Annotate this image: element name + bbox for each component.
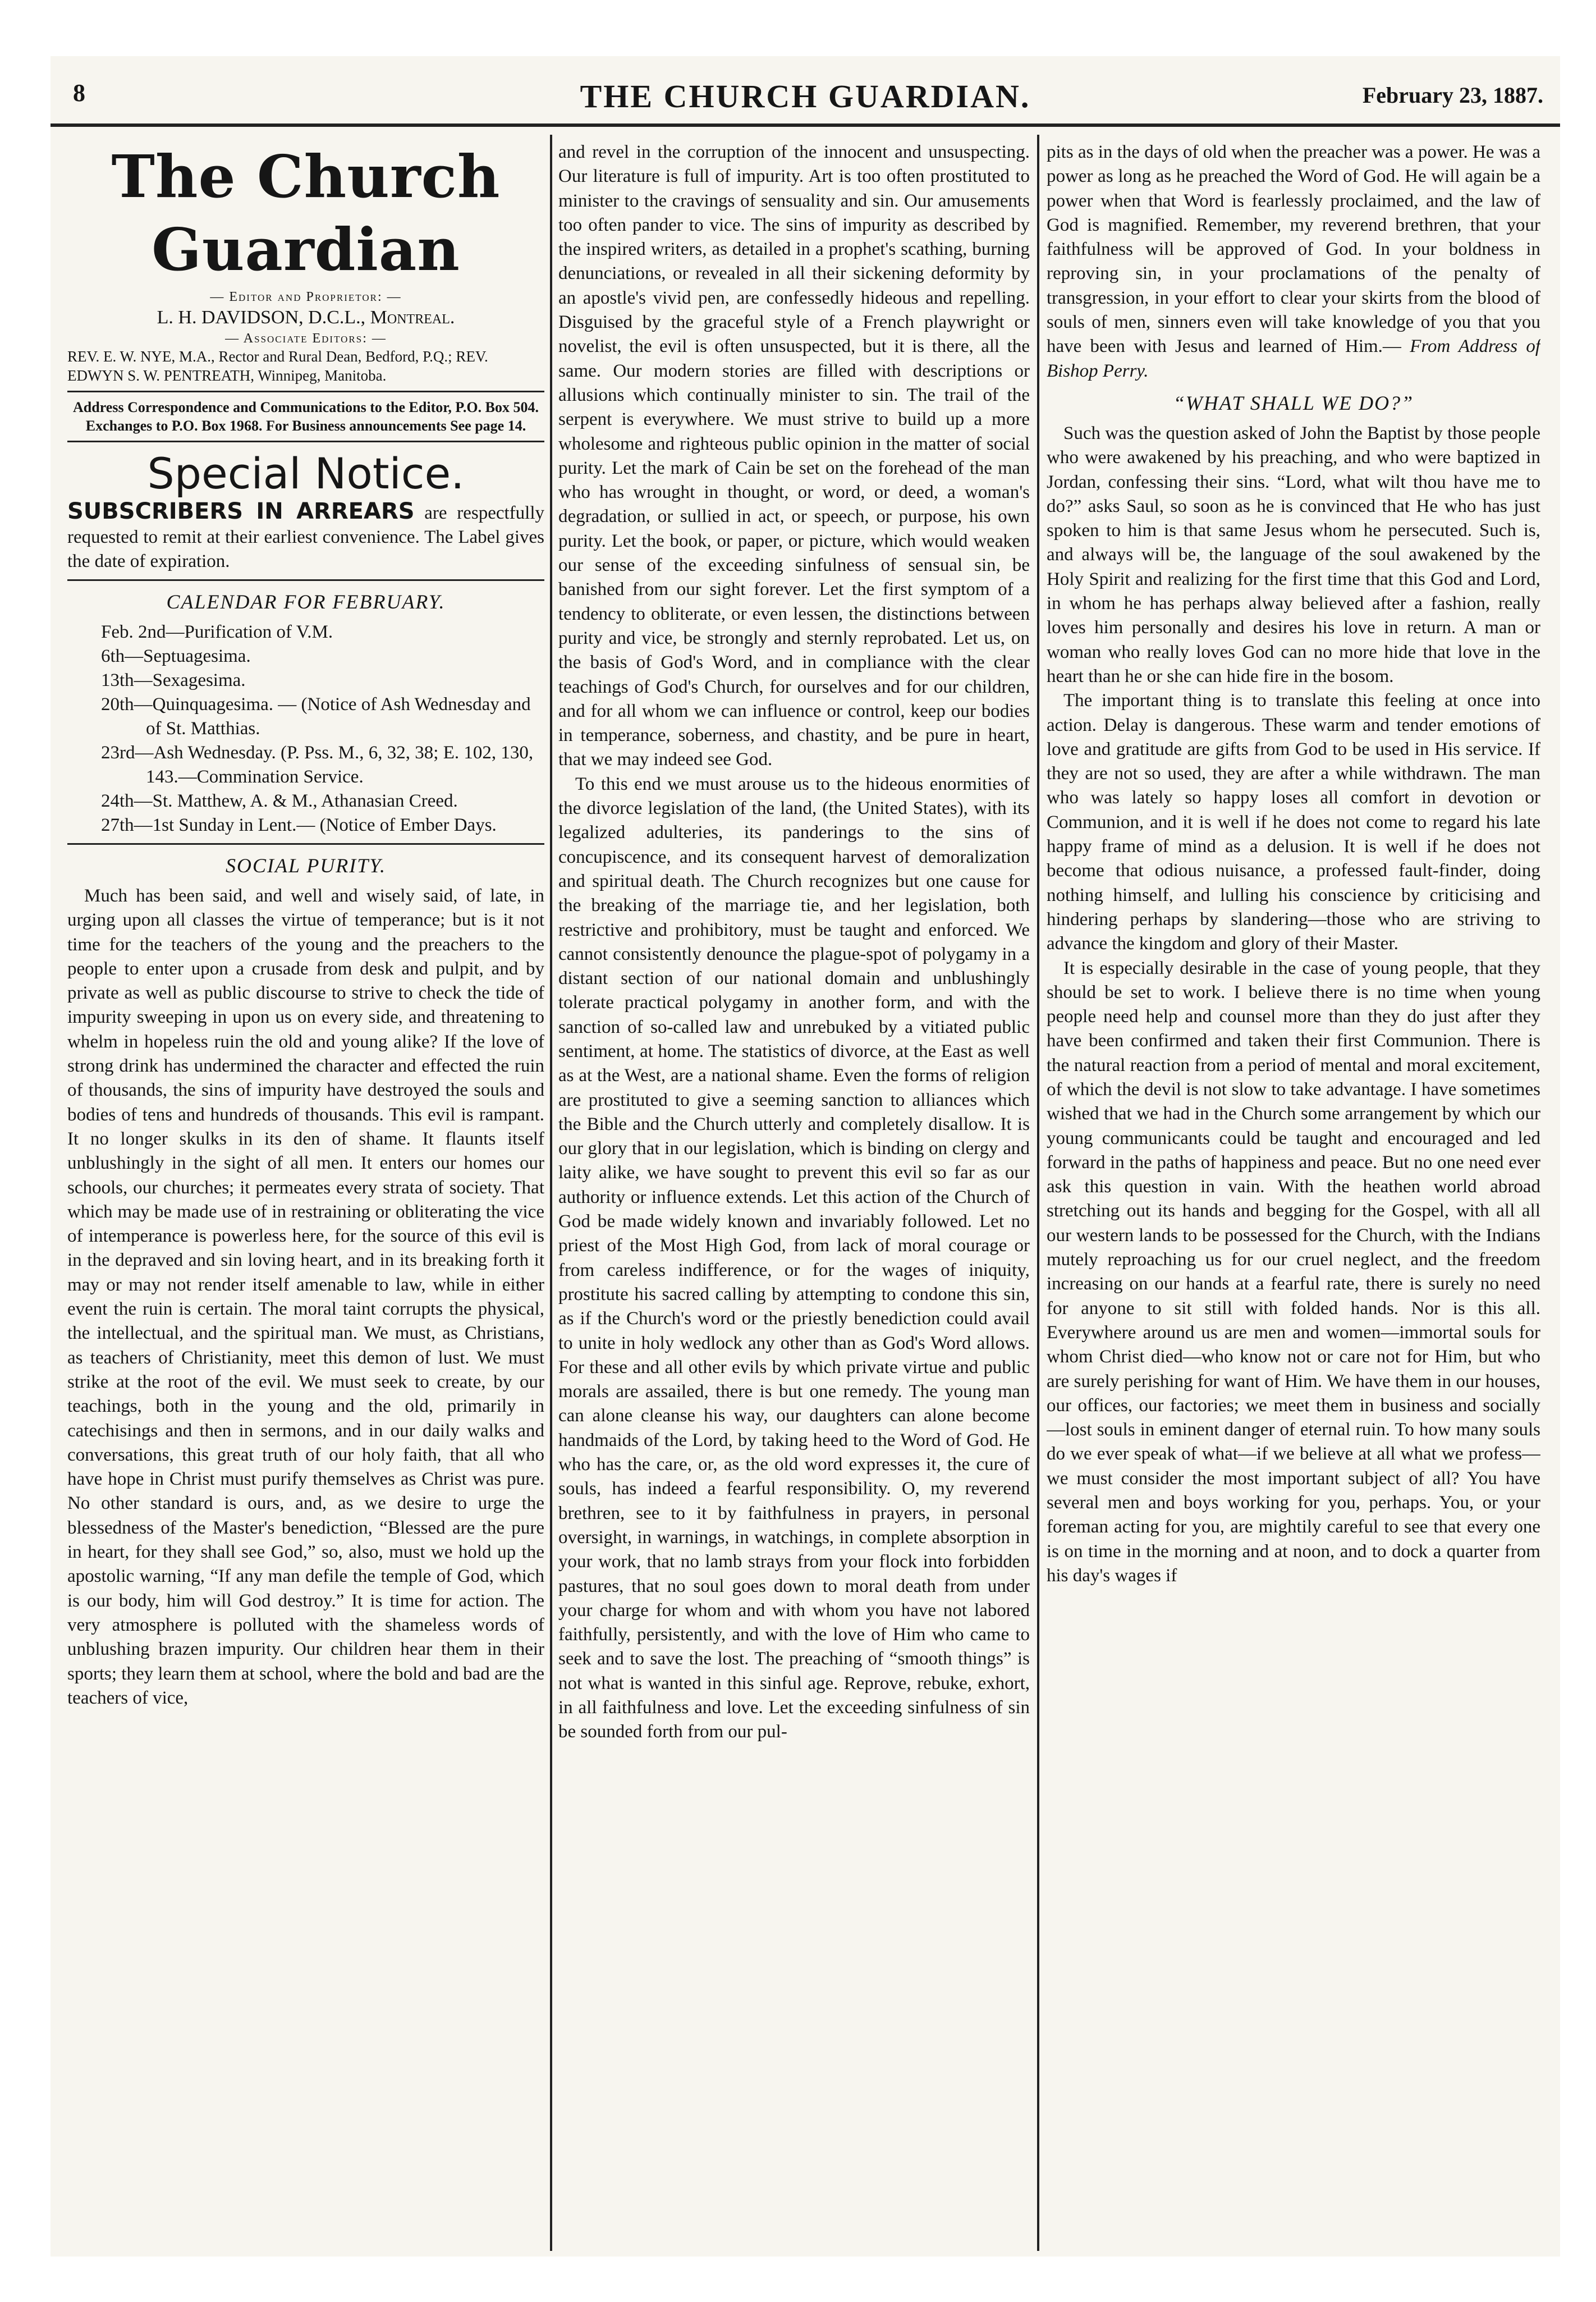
calendar-entry: Feb. 2nd—Purification of V.M. xyxy=(101,622,333,642)
calendar-entry: 24th—St. Matthew, A. & M., Athanasian Creed. xyxy=(101,791,458,811)
calendar-entry: 20th—Quinquagesima. — (Notice of Ash Wednesday and of St. Matthias. xyxy=(101,694,531,739)
calendar-entry: 27th—1st Sunday in Lent.— (Notice of Ember Days. xyxy=(101,815,497,835)
calendar-heading: CALENDAR FOR FEBRUARY. xyxy=(166,591,446,613)
newspaper-page xyxy=(51,56,1560,2257)
article-paragraph: The important thing is to translate this feeling at once into action. Delay is dangerous. These warm and tender emotions of love and gratitude are gifts from God to be used in His service. If they are not so used, they are after a while withdrawn. The man who was lately so happy loses all comfort in devotion or Communion, and it is well if he does not come to regard his late happy frame of mind as a delusion. It is well if he does not become that odious nuisance, a professed fault-finder, doing nothing himself, and lulling his conscience by criticising and hindering perhaps by slandering—those who are striving to advance the kingdom and glory of their Master. xyxy=(1047,690,1540,954)
masthead: The Church Guardian xyxy=(111,142,501,284)
running-head xyxy=(51,56,1560,127)
column-3 xyxy=(1047,140,1540,2245)
article-paragraph: To this end we must arouse us to the hideous enormities of the divorce legislation of the land, (the United States), with its legalized adulteries, its panderings to the sins of concupiscence, and its consequent harvest of demoralization and spiritual death. The Church recognizes but one cause for the breaking of the marriage tie, and her legislation, both restrictive and prohibitory, must be taught and enforced. We cannot consistently denounce the plague-spot of polygamy in a distant section of our national domain and unblushingly tolerate practical polygamy in another form, and with the sanction of so-called law and unrebuked by a vitiated public sentiment, at home. The statistics of divorce, at the East as well as at the West, are a national shame. Even the forms of religion are prostituted to give a seeming sanction to alliances which the Bible and the Church utterly and completely disallow. It is our glory that in our legislation, which is binding on clergy and laity alike, we have sought to prevent this evil so far as our authority or influence extends. Let this action of the Church of God be made widely known and invariably followed. Let no priest of the Most High God, from lack of moral courage or from careless indifference, or for the wages of iniquity, prostitute his sacred calling by attempting to condone this sin, as if the Church's word or the priestly benediction could avail to unite in holy wedlock any other than as God's Word allows. For these and all other evils by which private virtue and public morals are assailed, there is but one remedy. The young man can alone cleanse his way, our daughters can alone become handmaids of the Lord, by taking heed to the Word of God. He who has the care, or, as the old word expresses it, the cure of souls, has indeed a fearful responsibility. O, my reverend brethren, see to it by faithfulness in prayers, in personal oversight, in warnings, in watchings, in complete absorption in your work, that no lamb strays from your flock into forbidden pastures, that no soul goes down to moral death from under your charge for whom and with whom you have not labored faithfully, persistently, and with the love of Him who came to seek and to save the lost. The preaching of “smooth things” is not what is wanted in this sinful age. Reprove, rebuke, exhort, in all faithfulness and love. Let the exceeding sinfulness of sin be sounded forth from our pul- xyxy=(558,774,1030,1742)
editor-name: L. H. DAVIDSON, D.C.L., Montreal. xyxy=(157,307,455,328)
calendar-entry: 23rd—Ash Wednesday. (P. Pss. M., 6, 32, 38; E. 102, 130, 143.—Commination Service. xyxy=(101,743,534,787)
calendar-list xyxy=(67,620,544,837)
issue-date: February 23, 1887. xyxy=(1362,83,1543,108)
article-paragraph xyxy=(1047,140,1540,383)
social-purity-heading: SOCIAL PURITY. xyxy=(225,854,387,877)
divider xyxy=(67,843,544,845)
page-number: 8 xyxy=(73,79,85,107)
address-notice: Address Correspondence and Communications to the Editor, P.O. Box 504. Exchanges to P.O. Box 1968. For Business announcements See page 14. xyxy=(73,399,539,434)
social-purity-text: Much has been said, and well and wisely said, of late, in urging upon all classes the virtue of temperance; but is it not time for the teachers of the young and the preachers to the people to enter upon a crusade from desk and pulpit, and by private as well as public discourse to strive to check the tide of impurity sweeping in upon us on every side, and threatening to whelm in hopeless ruin the old and young alike? If the love of strong drink has undermined the character and effected the ruin of thousands, the sins of impurity have destroyed the souls and bodies of tens and hundreds of thousands. This evil is rampant. It no longer skulks in its den of shame. It flaunts itself unblushingly in the sight of all men. It enters our homes our schools, our churches; it permeates every strata of society. That which may be made use of in restraining or obliterating the vice of intemperance is powerless here, for the source of this evil is in the depraved and sin loving heart, and in its breaking forth it may or may not render itself amenable to law, while in either event the ruin is certain. The moral taint corrupts the physical, the intellectual, and the spiritual man. We must, as Christians, as teachers of Christianity, meet this demon of lust. We must strike at the root of the evil. We must seek to create, by our teachings, both in the young and the old, primarily in catechisings and then in sermons, and in our daily walks and conversations, this great truth of our holy faith, that all who have hope in Christ must purify themselves as Christ was pure. No other standard is ours, and, as we desire to urge the blessedness of the Master's benediction, “Blessed are the pure in heart, for they shall see God,” so, also, must we hold up the apostolic warning, “If any man defile the temple of God, which is our body, him will God destroy.” It is time for action. The very atmosphere is polluted with the shameless words of unblushing brazen impurity. Our children hear them in their sports; they learn them at school, where the bold and bad are the teachers of vice, xyxy=(67,886,544,1708)
article-signature: From Address of Bishop Perry. xyxy=(1047,336,1540,381)
calendar-entry: 13th—Sexagesima. xyxy=(101,670,246,690)
arrears-lead: SUBSCRIBERS IN ARREARS xyxy=(67,498,415,524)
article-paragraph: Such was the question asked of John the Baptist by those people who were awakened by his preaching, and who were baptized in Jordan, confessing their sins. “Lord, what wilt thou have me to do?” asks Saul, so soon as he is convinced that He who has just spoken to him is that same Jesus whom he persecuted. Such is, and always will be, the language of the soul awakened by the Holy Spirit and realizing for the first time that this God and Lord, in whom he has perhaps alway believed after a fashion, really loves him personally and desires his love in return. A man or woman who really loves God can no more hide that love in the heart than he or she can hide fire in the bosom. xyxy=(1047,423,1540,687)
what-shall-we-do-heading: “WHAT SHALL WE DO?” xyxy=(1173,391,1414,414)
column-2 xyxy=(558,140,1030,2245)
divider xyxy=(67,391,544,392)
arrears-text: are respectfully requested to remit at their earliest convenience. The Label gives the date of expiration. xyxy=(67,503,544,571)
associate-editors-label: — Associate Editors: — xyxy=(225,331,387,346)
calendar-entry: 6th—Septuagesima. xyxy=(101,646,251,666)
editor-label: — Editor and Proprietor: — xyxy=(210,290,402,304)
special-notice-text xyxy=(67,500,544,574)
article-text: pits as in the days of old when the preacher was a power. He was a power as long as he preached the Word of God. He will again be a power when that Word is fearlessly proclaimed, and the law of God is magnified. Remember, my reverend brethren, that your faithfulness will be approved of God. In your boldness in reproving sin, in your proclamations of the penalty of transgression, in your effort to clear your skirts from the blood of souls of men, sinners even will take knowledge of you that you have been with Jesus and learned of Him.— xyxy=(1047,142,1540,357)
newspaper-title: THE CHURCH GUARDIAN. xyxy=(580,78,1031,115)
article-paragraph: It is especially desirable in the case of young people, that they should be set to work. I believe there is no time when young people need help and counsel more than they do just after they have been confirmed and taken their first Communion. There is the natural reaction from a period of mental and moral excitement, of which the devil is not slow to take advantage. I have sometimes wished that we had in the Church some arrangement by which our young communicants could be taught and encouraged and led forward in the paths of happiness and peace. But no one need ever ask this question in vain. With the heathen world abroad stretching out its hands and begging for the Gospel, with all all our western lands to be possessed for the Church, with the Indians mutely reproaching us for our cruel neglect, and the freedom increasing on our hands at a fearful rate, there is surely no need for anyone to sit still with folded hands. Nor is this all. Everywhere around us are men and women—immortal souls for whom Christ died—who know not or care not for Him, but who are surely perishing for want of Him. We have them in our houses, our offices, our factories; we meet them in business and socially—lost souls in eminent danger of eternal ruin. To how many souls do we ever speak of what—if we believe at all what we profess—we must consider the most important subject of all? You have several men and boys working for you, perhaps. You, or your foreman acting for you, are mightily careful to see that every one is on time in the morning and at noon, and to dock a quarter from his day's wages if xyxy=(1047,958,1540,1586)
column-1 xyxy=(67,140,544,2245)
divider xyxy=(67,579,544,581)
column-rule xyxy=(550,135,552,2251)
associate-editors: REV. E. W. NYE, M.A., Rector and Rural Dean, Bedford, P.Q.; REV. EDWYN S. W. PENTREATH, Winnipeg, Manitoba. xyxy=(67,348,488,384)
article-paragraph: and revel in the corruption of the innocent and unsuspecting. Our literature is full of impurity. Art is too often prostituted to minister to the cravings of sensuality and sin. Our amusements too often pander to vice. The sins of impurity as described by the inspired writers, as detailed in a prophet's scathing, burning denunciations, or revealed in all their sickening deformity by an apostle's vivid pen, are confessedly hideous and repelling. Disguised by the graceful style of a French playwright or novelist, the evil is often unsuspected, but it is there, all the same. Our modern stories are filled with descriptions or allusions which continually minister to sin. The trail of the serpent is everywhere. We must strive to build up a more wholesome and righteous public opinion in the matter of social purity. Let the mark of Cain be set on the forehead of the man who has wrought in thought, or word, or deed, a woman's degradation, or sullied in act, or speech, or purpose, his own purity. Let the book, or paper, or picture, which would weaken our sense of the exceeding sinfulness of sensual sin, be banished from our sight forever. Let the first symptom of a tendency to obliterate, or even lessen, the distinctions between purity and vice, be strongly and sternly reprobated. Let us, on the basis of God's Word, and in compliance with the clear teachings of God's Church, for ourselves and for our children, and for all whom we can influence or control, keep our bodies in temperance, soberness, and chastity, and be pure in heart, that we may indeed see God. xyxy=(558,142,1030,770)
divider xyxy=(67,441,544,442)
column-rule xyxy=(1037,135,1039,2251)
special-notice-heading: Special Notice. xyxy=(147,448,465,498)
